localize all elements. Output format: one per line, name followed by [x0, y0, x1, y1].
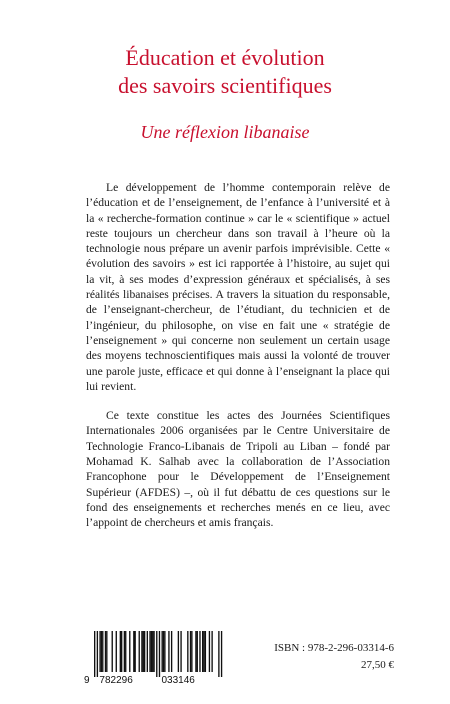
barcode-bar [105, 631, 106, 672]
barcode-bar [143, 631, 144, 672]
barcode-bar [153, 631, 154, 672]
barcode-digit-first: 9 [84, 675, 90, 684]
barcode-bar [168, 631, 169, 672]
barcode-bar [133, 631, 134, 672]
barcode-bar [187, 631, 188, 672]
barcode-bar [147, 631, 148, 672]
title-line-1: Éducation et évolution [125, 45, 325, 70]
barcode-bar [199, 631, 200, 672]
barcode-bar [218, 631, 219, 677]
barcode-bar [102, 631, 103, 672]
barcode-bar [162, 631, 163, 672]
barcode-graphic [82, 631, 227, 684]
isbn-number: ISBN : 978-2-296-03314-6 [274, 642, 394, 654]
barcode-digits-left: 782296 [99, 675, 133, 684]
barcode-bar [144, 631, 145, 672]
barcode-bar [221, 631, 222, 677]
barcode-bar [171, 631, 172, 672]
barcode-bar [94, 631, 95, 677]
barcode-bar [99, 631, 100, 672]
barcode-bar [203, 631, 204, 672]
barcode-bar [195, 631, 196, 672]
barcode-bar [135, 631, 136, 672]
barcode-bar [121, 631, 122, 672]
barcode-bar [197, 631, 198, 672]
barcode-bar [101, 631, 102, 672]
barcode-digits-right: 033146 [161, 675, 195, 684]
barcode-bar [129, 631, 130, 672]
barcode-bar [139, 631, 140, 672]
isbn-barcode [82, 631, 227, 684]
barcode-bar [124, 631, 125, 672]
barcode-bar [164, 631, 165, 672]
title-line-2: des savoirs scientifiques [118, 73, 332, 98]
barcode-bar [97, 631, 98, 677]
blurb-paragraph-1: Le développement de l’homme contemporain relève de l’éducation et de l’enseignement, de l’enfance à l’université et à la « recherche-formation continue » car le « scientifique » actuel reste toujours un chercheur dans son travail à l’heure où la technologie nous prépare un avenir parfois imprévisible. Cette « évolution des savoirs » est ici rapportée à l’histoire, au sujet qui la vit, à ses modes d’expression généraux et spécialisés, à ses réalités libanaises précises. A travers la situation du responsable, de l’enseignant-chercheur, de l’étudiant, du technicien et de l’ingénieur, du philosophe, on vise en fait une « stratégie de l’enseignement » qui concerne non seulement un certain usage des moyens technoscientifiques mais aussi la volonté de trouver une parole juste, efficace et qui donne à l’enseignant la place qui lui revient. [86, 181, 390, 393]
back-cover-blurb [86, 180, 390, 531]
barcode-bar [141, 631, 142, 672]
barcode-bar [163, 631, 164, 672]
barcode-bar [120, 631, 121, 672]
barcode-bar [202, 631, 203, 672]
barcode-bar [159, 631, 160, 677]
barcode-bar [149, 631, 150, 672]
book-title [0, 44, 450, 100]
barcode-bar [106, 631, 107, 672]
barcode-bar [178, 631, 179, 672]
barcode-bar [112, 631, 113, 672]
barcode-bar [205, 631, 206, 672]
blurb-paragraph-2: Ce texte constitue les actes des Journées Scientifiques Internationales 2006 organisées par le Centre Universitaire de Technologie Franco-Libanais de Tripoli au Liban – fondé par Mohamad K. Salhab avec la collaboration de l’Association Francophone pour le Développement de l’Enseignement Supérieur (AFDES) –, où il fut débattu de ces questions sur le fond des enseignements et recherches menés en ce lieu, avec l’appoint de chercheurs et amis français. [86, 409, 390, 530]
barcode-bar [209, 631, 210, 672]
barcode-bar [156, 631, 157, 677]
barcode-bar [116, 631, 117, 672]
barcode-bar [151, 631, 152, 672]
barcode-bar [125, 631, 126, 672]
barcode-bar [180, 631, 181, 672]
barcode-bar [211, 631, 212, 672]
book-subtitle: Une réflexion libanaise [140, 122, 310, 142]
barcode-bar [191, 631, 192, 672]
book-price: 27,50 € [361, 659, 394, 671]
barcode-bar [190, 631, 191, 672]
barcode-bar [152, 631, 153, 672]
